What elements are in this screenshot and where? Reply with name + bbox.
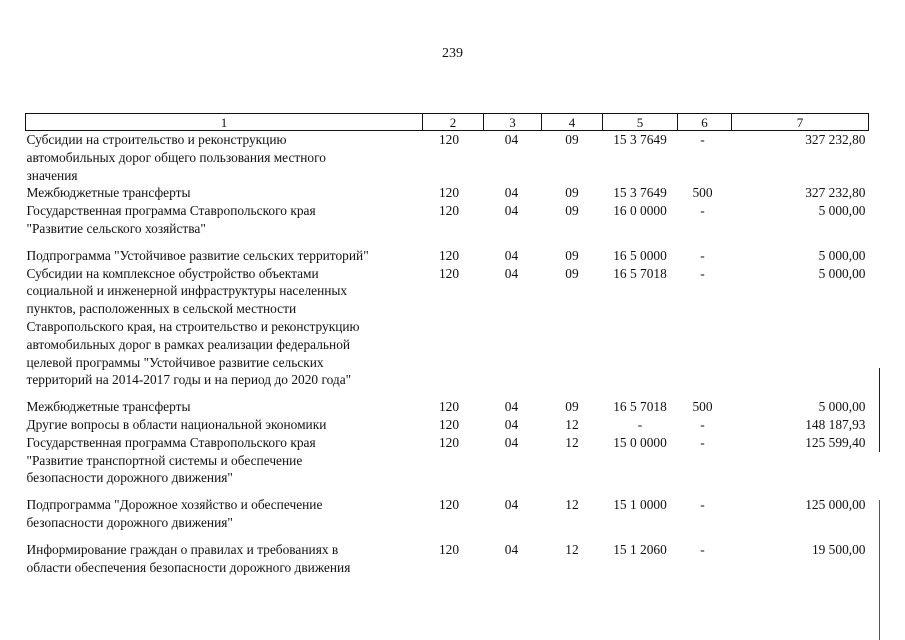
row-spacer-cell (26, 389, 869, 398)
table-row (26, 541, 869, 577)
cell-c2: 120 (438, 416, 460, 432)
row-name-line: безопасности дорожного движения" (26, 514, 233, 530)
row-name-line: "Развитие сельского хозяйства" (26, 220, 206, 236)
row-name-line: Межбюджетные трансферты (26, 399, 191, 415)
column-header: 6 (678, 114, 732, 131)
row-name-line: Субсидии на строительство и реконструкцию (26, 132, 287, 147)
cell-c6: - (700, 265, 705, 281)
cell-c5: 15 0 0000 (613, 434, 667, 450)
cell-c4: 09 (565, 203, 579, 219)
column-header: 5 (603, 114, 678, 131)
cell-c7: 125 599,40 (805, 434, 866, 450)
cell-c2: 120 (438, 247, 460, 263)
budget-table (25, 113, 869, 576)
cell-c3: 04 (504, 416, 519, 432)
row-spacer (26, 238, 869, 247)
cell-c3: 04 (504, 434, 519, 450)
row-name-line: Подпрограмма "Устойчивое развитие сельских территорий" (26, 247, 369, 263)
row-name-cell (26, 434, 423, 487)
cell-c5: 15 1 0000 (613, 497, 667, 513)
cell-c6: - (700, 132, 705, 147)
row-spacer (26, 487, 869, 496)
row-name-line: Субсидии на комплексное обустройство объектами (26, 265, 319, 281)
cell-c4: 12 (565, 541, 579, 557)
table-row (26, 496, 869, 532)
row-name-cell (26, 541, 423, 577)
cell-c7: 5 000,00 (818, 399, 866, 415)
cell-c6: 500 (692, 399, 713, 415)
cell-c4: 09 (565, 247, 579, 263)
cell-c7: 125 000,00 (805, 497, 866, 513)
cell-c5: 15 3 7649 (613, 132, 667, 147)
cell-c3: 04 (504, 497, 519, 513)
row-name-line: пунктов, расположенных в сельской местности (26, 301, 297, 317)
cell-c6: - (700, 416, 705, 432)
cell-c2: 120 (438, 132, 460, 147)
cell-c7: 327 232,80 (805, 185, 866, 201)
table-row (26, 247, 869, 265)
row-name-line: Межбюджетные трансферты (26, 185, 191, 201)
cell-c4: 09 (565, 132, 579, 147)
table-row (26, 434, 869, 487)
row-spacer-cell (26, 532, 869, 541)
table-row (26, 131, 869, 185)
cell-c5: 16 0 0000 (613, 203, 667, 219)
row-name-line: Государственная программа Ставропольского края (26, 203, 316, 219)
row-name-line: Информирование граждан о правилах и требованиях в (26, 541, 339, 557)
cell-c5: 15 3 7649 (613, 185, 667, 201)
cell-c5: 16 5 0000 (613, 247, 667, 263)
table-body (26, 131, 869, 577)
row-name-line: автомобильных дорог в рамках реализации федеральной (26, 336, 351, 352)
cell-c2: 120 (438, 399, 460, 415)
cell-c2: 120 (438, 203, 460, 219)
cell-c4: 09 (565, 185, 579, 201)
row-name-line: значения (26, 167, 78, 183)
row-spacer-cell (26, 238, 869, 247)
row-name-line: "Развитие транспортной системы и обеспечение (26, 452, 303, 468)
cell-c6: - (700, 203, 705, 219)
table-header-row (26, 114, 869, 131)
column-header: 2 (423, 114, 484, 131)
table-row (26, 398, 869, 416)
row-name-line: области обеспечения безопасности дорожного движения (26, 559, 351, 575)
cell-c5: - (637, 416, 643, 432)
table-row (26, 202, 869, 238)
column-header: 3 (484, 114, 542, 131)
cell-c7: 327 232,80 (805, 132, 866, 147)
row-name-cell (26, 184, 423, 202)
scan-margin-mark (879, 368, 880, 452)
cell-c6: - (700, 434, 705, 450)
cell-c5: 16 5 7018 (613, 399, 667, 415)
row-name-cell (26, 131, 423, 185)
cell-c6: - (700, 247, 705, 263)
table-row (26, 416, 869, 434)
row-name-line: безопасности дорожного движения" (26, 470, 233, 486)
cell-c2: 120 (438, 434, 460, 450)
cell-c7: 148 187,93 (805, 416, 866, 432)
cell-c5: 15 1 2060 (613, 541, 667, 557)
cell-c3: 04 (504, 265, 519, 281)
cell-c4: 09 (565, 399, 579, 415)
row-name-line: Подпрограмма "Дорожное хозяйство и обеспечение (26, 497, 323, 513)
row-name-cell (26, 416, 423, 434)
row-spacer (26, 532, 869, 541)
row-name-cell (26, 265, 423, 390)
column-header: 1 (26, 114, 423, 131)
cell-c4: 09 (565, 265, 579, 281)
page-number: 239 (442, 46, 463, 61)
row-name-cell (26, 202, 423, 238)
row-name-line: целевой программы "Устойчивое развитие сельских (26, 354, 324, 370)
cell-c7: 5 000,00 (818, 203, 866, 219)
cell-c2: 120 (438, 497, 460, 513)
column-header: 7 (732, 114, 869, 131)
cell-c4: 12 (565, 434, 579, 450)
cell-c3: 04 (504, 185, 519, 201)
row-name-line: автомобильных дорог общего пользования местного (26, 149, 326, 165)
cell-c2: 120 (438, 541, 460, 557)
row-spacer (26, 389, 869, 398)
row-name-line: Ставропольского края, на строительство и реконструкцию (26, 318, 360, 334)
table-row (26, 184, 869, 202)
cell-c6: - (700, 541, 705, 557)
scan-margin-mark (879, 500, 880, 640)
cell-c7: 5 000,00 (818, 247, 866, 263)
cell-c6: - (700, 497, 705, 513)
row-name-cell (26, 496, 423, 532)
cell-c2: 120 (438, 265, 460, 281)
row-name-cell (26, 247, 423, 265)
row-name-line: социальной и инженерной инфраструктуры населенных (26, 283, 348, 299)
cell-c3: 04 (504, 203, 519, 219)
table-row (26, 265, 869, 390)
cell-c7: 19 500,00 (811, 541, 866, 557)
row-name-line: территорий на 2014-2017 годы и на период до 2020 года" (26, 372, 352, 388)
cell-c4: 12 (565, 416, 579, 432)
row-name-cell (26, 398, 423, 416)
cell-c3: 04 (504, 132, 519, 147)
cell-c4: 12 (565, 497, 579, 513)
cell-c2: 120 (438, 185, 460, 201)
cell-c3: 04 (504, 541, 519, 557)
cell-c6: 500 (692, 185, 713, 201)
row-name-line: Государственная программа Ставропольского края (26, 434, 316, 450)
column-header: 4 (542, 114, 603, 131)
cell-c7: 5 000,00 (818, 265, 866, 281)
row-name-line: Другие вопросы в области национальной экономики (26, 416, 327, 432)
row-spacer-cell (26, 487, 869, 496)
cell-c3: 04 (504, 399, 519, 415)
cell-c3: 04 (504, 247, 519, 263)
cell-c5: 16 5 7018 (613, 265, 667, 281)
